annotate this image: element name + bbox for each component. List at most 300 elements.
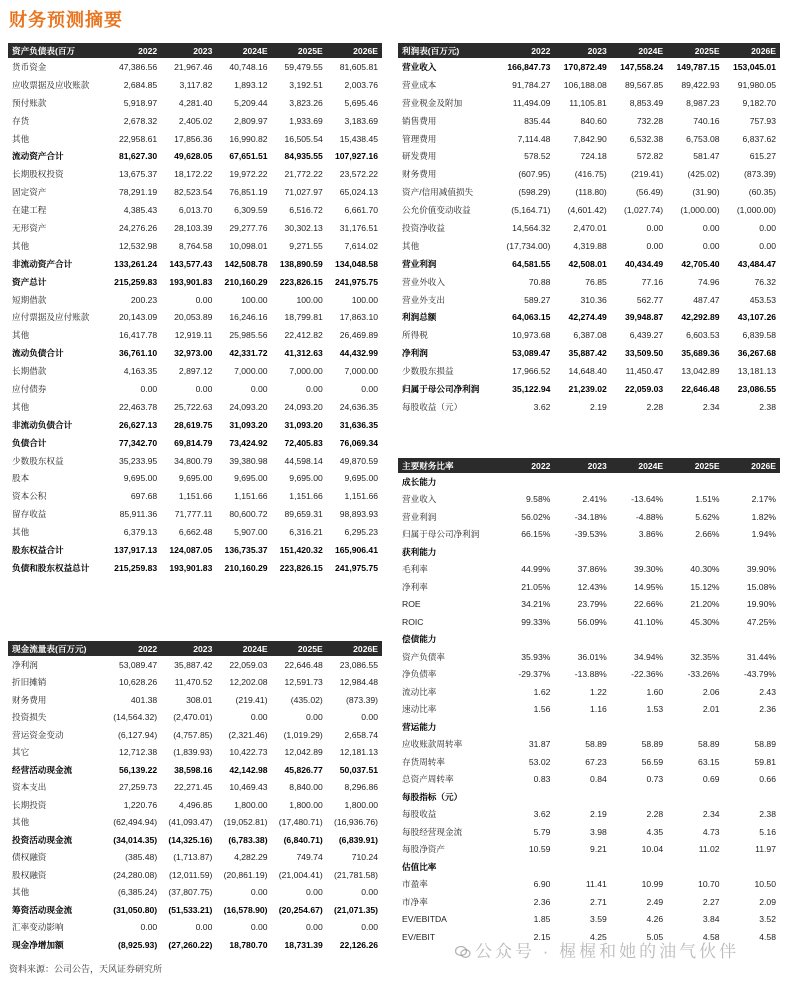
- value-cell: 11,494.09: [512, 97, 551, 108]
- table-row: [8, 691, 382, 709]
- table-row: [398, 491, 780, 509]
- value-cell: 0.00: [195, 922, 213, 933]
- value-cell: 223,826.15: [279, 276, 323, 287]
- value-cell: 572.82: [636, 151, 664, 162]
- year-header-cell: 2022: [106, 43, 161, 58]
- value-cell: 615.27: [749, 151, 776, 162]
- value-cell: 10.50: [754, 879, 776, 890]
- value-cell: 0.00: [759, 222, 776, 233]
- table-row: [398, 561, 780, 579]
- value-cell: (60.35): [748, 187, 776, 198]
- value-cell: 1.94%: [751, 529, 776, 540]
- value-cell: 26,627.13: [118, 419, 158, 430]
- value-cell: 0.00: [306, 922, 323, 933]
- value-cell: (1,019.29): [283, 729, 323, 740]
- table-row: [8, 76, 382, 94]
- value-cell: 23,086.55: [339, 659, 378, 670]
- value-cell: (607.95): [518, 169, 551, 180]
- value-cell: 4,319.88: [573, 240, 607, 251]
- value-cell: 4,496.85: [178, 799, 213, 810]
- value-cell: 17,856.36: [174, 133, 213, 144]
- value-cell: 81,605.81: [339, 61, 378, 72]
- value-cell: 16,246.16: [229, 312, 268, 323]
- table-row: [398, 508, 780, 526]
- value-cell: 26,469.89: [339, 330, 378, 341]
- value-cell: 215,259.83: [114, 562, 158, 573]
- value-cell: 840.60: [580, 115, 607, 126]
- row-label-cell: 营运资金变动: [12, 729, 64, 740]
- value-cell: 10.99: [641, 879, 664, 890]
- value-cell: 2.66%: [695, 529, 720, 540]
- value-cell: -22.36%: [631, 669, 664, 680]
- value-cell: 14,564.32: [512, 222, 551, 233]
- table-row: [8, 559, 382, 577]
- value-cell: (425.02): [687, 169, 720, 180]
- value-cell: 44.99%: [521, 564, 551, 575]
- year-header-cell: 2026E: [327, 641, 382, 656]
- value-cell: 2,003.76: [344, 79, 378, 90]
- value-cell: 4.26: [646, 914, 664, 925]
- income-statement-table: [398, 43, 780, 416]
- year-header-cell: 2024E: [216, 43, 271, 58]
- row-label-cell: 股权融资: [12, 869, 47, 880]
- value-cell: 40.30%: [690, 564, 720, 575]
- value-cell: 11.41: [585, 879, 607, 890]
- row-label-cell: 长期股权投资: [12, 169, 64, 180]
- value-cell: 41.10%: [634, 616, 664, 627]
- value-cell: (51,533.21): [168, 904, 213, 915]
- value-cell: 77,342.70: [118, 437, 158, 448]
- value-cell: (20,861.19): [223, 869, 268, 880]
- value-cell: (56.49): [635, 187, 664, 198]
- value-cell: [724, 631, 780, 649]
- value-cell: 2.27: [702, 896, 720, 907]
- table-row: [8, 94, 382, 112]
- value-cell: 76,069.34: [339, 437, 378, 448]
- value-cell: 6,837.62: [742, 133, 776, 144]
- value-cell: 12,202.08: [229, 677, 268, 688]
- value-cell: 732.28: [636, 115, 664, 126]
- value-cell: 3,192.51: [289, 79, 323, 90]
- value-cell: 2.19: [590, 809, 607, 820]
- value-cell: 0.00: [702, 240, 720, 251]
- value-cell: 9,271.55: [289, 240, 323, 251]
- value-cell: 0.00: [646, 240, 664, 251]
- row-label-cell: 市盈率: [402, 879, 428, 890]
- value-cell: 19,972.22: [229, 169, 268, 180]
- row-label-cell: 汇率变动影响: [12, 922, 64, 933]
- value-cell: (416.75): [574, 169, 607, 180]
- value-cell: 53,089.47: [512, 348, 551, 359]
- table-row: [398, 823, 780, 841]
- table-row: [8, 919, 382, 937]
- row-label-cell: 销售费用: [402, 115, 437, 126]
- value-cell: 49,870.59: [339, 455, 378, 466]
- value-cell: 89,659.31: [284, 509, 323, 520]
- row-label-cell: 应收票据及应收账款: [12, 79, 90, 90]
- value-cell: 10,422.73: [229, 747, 268, 758]
- value-cell: 76.85: [585, 276, 607, 287]
- value-cell: 22,958.61: [118, 133, 158, 144]
- value-cell: 76,851.19: [229, 187, 268, 198]
- value-cell: 22,463.78: [118, 401, 158, 412]
- value-cell: 67,651.51: [229, 151, 268, 162]
- value-cell: 0.00: [250, 887, 268, 898]
- table-row: [8, 308, 382, 326]
- value-cell: 13,675.37: [118, 169, 158, 180]
- table-title-cell: 主要财务比率: [398, 458, 498, 473]
- value-cell: 76.32: [754, 276, 776, 287]
- value-cell: 23,086.55: [737, 383, 776, 394]
- table-row: [398, 308, 780, 326]
- value-cell: 1.53: [646, 704, 664, 715]
- row-label-cell: 资本支出: [12, 782, 47, 793]
- value-cell: 2.34: [702, 401, 720, 412]
- value-cell: 1.51%: [695, 494, 720, 505]
- value-cell: 2,470.01: [573, 222, 607, 233]
- table-row: [398, 165, 780, 183]
- table-row: [398, 613, 780, 631]
- value-cell: [667, 473, 723, 491]
- table-row: [398, 94, 780, 112]
- row-label-cell: 营业税金及附加: [402, 97, 463, 108]
- table-row: [8, 656, 382, 674]
- table-row: [8, 709, 382, 727]
- value-cell: (19,052.81): [223, 817, 268, 828]
- value-cell: 23.79%: [577, 599, 607, 610]
- table-row: [8, 112, 382, 130]
- value-cell: 133,261.24: [114, 258, 158, 269]
- value-cell: 0.00: [361, 383, 378, 394]
- row-label-cell: 投资活动现金流: [12, 834, 73, 845]
- value-cell: 1,151.66: [289, 491, 323, 502]
- year-header-cell: 2026E: [724, 43, 780, 58]
- value-cell: 42,331.72: [229, 348, 268, 359]
- value-cell: 6,309.59: [234, 205, 268, 216]
- row-label-cell: 流动比率: [402, 686, 437, 697]
- table-header-row: [8, 43, 382, 58]
- value-cell: 0.00: [306, 712, 323, 723]
- row-label-cell: 应付债券: [12, 383, 47, 394]
- value-cell: 6,316.21: [289, 527, 323, 538]
- value-cell: 5.62%: [695, 511, 720, 522]
- value-cell: 2.41%: [582, 494, 607, 505]
- value-cell: -33.26%: [687, 669, 720, 680]
- value-cell: (37,807.75): [168, 887, 213, 898]
- value-cell: [554, 543, 610, 561]
- row-label-cell: 财务费用: [12, 694, 47, 705]
- watermark-text: 公众号 · 楃楃和她的油气伙伴: [475, 942, 740, 961]
- value-cell: 12,042.89: [284, 747, 323, 758]
- value-cell: 1.22: [590, 686, 607, 697]
- value-cell: 210,160.29: [224, 562, 268, 573]
- value-cell: 170,872.49: [563, 61, 607, 72]
- year-header-cell: 2024E: [611, 43, 667, 58]
- value-cell: 100.00: [296, 294, 323, 305]
- row-label-cell: EV/EBITDA: [402, 914, 447, 925]
- row-label-cell: 速动比率: [402, 704, 437, 715]
- value-cell: (4,601.42): [567, 205, 607, 216]
- row-label-cell: 营业成本: [402, 79, 437, 90]
- value-cell: 562.77: [636, 294, 664, 305]
- row-label-cell: 营业利润: [402, 258, 437, 269]
- value-cell: 17,966.52: [512, 366, 551, 377]
- row-label-cell: 研发费用: [402, 151, 437, 162]
- value-cell: 241,975.75: [334, 276, 378, 287]
- value-cell: 53.02: [528, 756, 551, 767]
- row-label-cell: 其他: [12, 330, 30, 341]
- value-cell: 1.56: [533, 704, 551, 715]
- value-cell: 0.00: [250, 922, 268, 933]
- table-row: [8, 814, 382, 832]
- value-cell: [554, 631, 610, 649]
- value-cell: 4.58: [702, 931, 720, 942]
- table-row: [398, 596, 780, 614]
- value-cell: 3,823.26: [289, 97, 323, 108]
- value-cell: 56,139.22: [118, 764, 158, 775]
- row-label-cell: 毛利率: [402, 564, 428, 575]
- value-cell: 5,209.44: [234, 97, 268, 108]
- value-cell: 1.16: [590, 704, 607, 715]
- value-cell: 11,450.47: [625, 366, 664, 377]
- value-cell: 99.33%: [521, 616, 551, 627]
- value-cell: 3.98: [590, 826, 607, 837]
- row-label-cell: 市净率: [402, 896, 428, 907]
- table-row: [398, 736, 780, 754]
- value-cell: 0.00: [759, 240, 776, 251]
- value-cell: 1,893.12: [234, 79, 268, 90]
- value-cell: 34,800.79: [174, 455, 213, 466]
- row-label-cell: 资产总计: [12, 276, 47, 287]
- table-row: [8, 201, 382, 219]
- value-cell: 2.17%: [751, 494, 776, 505]
- row-label-cell: 偿债能力: [402, 634, 437, 645]
- value-cell: 53,089.47: [118, 659, 158, 670]
- value-cell: 5.05: [646, 931, 664, 942]
- value-cell: 6,662.48: [178, 527, 213, 538]
- table-row: [398, 219, 780, 237]
- table-row: [8, 674, 382, 692]
- value-cell: 21.05%: [521, 581, 551, 592]
- value-cell: 8,840.00: [289, 782, 323, 793]
- table-row: [8, 541, 382, 559]
- value-cell: 143,577.43: [169, 258, 213, 269]
- row-label-cell: 折旧摊销: [12, 677, 47, 688]
- row-label-cell: 股东权益合计: [12, 544, 64, 555]
- value-cell: [724, 473, 780, 491]
- value-cell: 1,800.00: [289, 799, 323, 810]
- value-cell: [724, 543, 780, 561]
- value-cell: 10,628.26: [118, 677, 158, 688]
- value-cell: 697.68: [130, 491, 158, 502]
- value-cell: [498, 858, 554, 876]
- value-cell: 9,695.00: [178, 473, 213, 484]
- value-cell: 22,271.45: [174, 782, 213, 793]
- row-label-cell: 长期借款: [12, 366, 47, 377]
- row-label-cell: 负债合计: [12, 437, 47, 448]
- value-cell: 2,809.97: [234, 115, 268, 126]
- table-row: [8, 796, 382, 814]
- value-cell: [611, 631, 667, 649]
- value-cell: 44,432.99: [339, 348, 378, 359]
- value-cell: 142,508.78: [224, 258, 268, 269]
- value-cell: 9.58%: [526, 494, 551, 505]
- value-cell: [724, 788, 780, 806]
- value-cell: 3,183.69: [344, 115, 378, 126]
- table-row: [398, 911, 780, 929]
- section-row: [398, 788, 780, 806]
- value-cell: 2,405.02: [178, 115, 213, 126]
- value-cell: (34,014.35): [113, 834, 158, 845]
- value-cell: (31.90): [692, 187, 720, 198]
- section-row: [398, 631, 780, 649]
- row-label-cell: 其它: [12, 747, 30, 758]
- value-cell: 25,722.63: [174, 401, 213, 412]
- value-cell: 12,919.11: [174, 330, 213, 341]
- value-cell: 137,917.13: [114, 544, 158, 555]
- table-row: [398, 876, 780, 894]
- value-cell: 2.36: [533, 896, 551, 907]
- year-header-cell: 2023: [554, 458, 610, 473]
- table-row: [398, 648, 780, 666]
- value-cell: [611, 788, 667, 806]
- row-label-cell: 其他: [402, 240, 420, 251]
- value-cell: -29.37%: [518, 669, 551, 680]
- table-row: [8, 936, 382, 954]
- value-cell: (62,494.94): [113, 817, 158, 828]
- value-cell: (385.48): [125, 852, 158, 863]
- row-label-cell: 获利能力: [402, 546, 437, 557]
- table-row: [8, 344, 382, 362]
- value-cell: 4.73: [702, 826, 720, 837]
- table-row: [8, 487, 382, 505]
- value-cell: 23,572.22: [339, 169, 378, 180]
- value-cell: 0.00: [250, 712, 268, 723]
- value-cell: 6,295.23: [344, 527, 378, 538]
- value-cell: 15,438.45: [339, 133, 378, 144]
- row-label-cell: 营业收入: [402, 494, 437, 505]
- value-cell: 58.89: [754, 739, 776, 750]
- value-cell: 78,291.19: [118, 187, 158, 198]
- value-cell: 15.08%: [746, 581, 776, 592]
- value-cell: 39,948.87: [624, 312, 664, 323]
- table-row: [398, 771, 780, 789]
- year-header-cell: 2025E: [272, 43, 327, 58]
- value-cell: (6,840.71): [283, 834, 323, 845]
- row-label-cell: 投资净收益: [402, 222, 445, 233]
- value-cell: 0.00: [702, 222, 720, 233]
- value-cell: 18,731.39: [284, 939, 323, 950]
- value-cell: 453.53: [749, 294, 776, 305]
- value-cell: 18,799.81: [284, 312, 323, 323]
- value-cell: 70.88: [528, 276, 551, 287]
- row-label-cell: 净利润: [402, 348, 428, 359]
- value-cell: 59,479.55: [284, 61, 323, 72]
- table-row: [398, 841, 780, 859]
- table-row: [398, 701, 780, 719]
- value-cell: 487.47: [693, 294, 720, 305]
- value-cell: 32.35%: [690, 651, 720, 662]
- value-cell: 2,658.74: [344, 729, 378, 740]
- row-label-cell: 非流动资产合计: [12, 258, 73, 269]
- row-label-cell: 每股净资产: [402, 844, 445, 855]
- row-label-cell: 经营活动现金流: [12, 764, 73, 775]
- table-title-cell: 现金流量表(百万元): [8, 641, 106, 656]
- row-label-cell: 其他: [12, 887, 30, 898]
- table-row: [8, 362, 382, 380]
- value-cell: 50,037.51: [339, 764, 378, 775]
- value-cell: 5.16: [759, 826, 776, 837]
- value-cell: 22,646.48: [681, 383, 720, 394]
- value-cell: 166,847.73: [507, 61, 551, 72]
- value-cell: [667, 543, 723, 561]
- table-row: [398, 76, 780, 94]
- value-cell: 1.60: [646, 686, 664, 697]
- value-cell: (17,734.00): [506, 240, 551, 251]
- value-cell: 1,151.66: [234, 491, 268, 502]
- value-cell: (6,127.94): [118, 729, 158, 740]
- value-cell: 2.19: [590, 401, 607, 412]
- value-cell: 42,274.49: [568, 312, 607, 323]
- value-cell: 5,907.00: [234, 527, 268, 538]
- value-cell: 43,107.26: [737, 312, 776, 323]
- value-cell: [498, 718, 554, 736]
- value-cell: (219.41): [631, 169, 664, 180]
- value-cell: (14,325.16): [168, 834, 213, 845]
- value-cell: 134,048.58: [334, 258, 378, 269]
- value-cell: (1,027.74): [623, 205, 664, 216]
- value-cell: 835.44: [524, 115, 551, 126]
- row-label-cell: 应付票据及应付账款: [12, 312, 90, 323]
- value-cell: 5.79: [533, 826, 551, 837]
- row-label-cell: 存货: [12, 115, 30, 126]
- value-cell: -43.79%: [743, 669, 776, 680]
- table-row: [8, 165, 382, 183]
- value-cell: 40,748.16: [229, 61, 268, 72]
- year-header-cell: 2023: [554, 43, 610, 58]
- table-row: [398, 201, 780, 219]
- value-cell: (1,839.93): [173, 747, 213, 758]
- value-cell: 107,927.16: [334, 151, 378, 162]
- table-row: [8, 326, 382, 344]
- value-cell: 8,987.23: [686, 97, 720, 108]
- table-row: [8, 849, 382, 867]
- value-cell: 2.28: [646, 401, 664, 412]
- value-cell: 2.34: [702, 809, 720, 820]
- value-cell: 210,160.29: [224, 276, 268, 287]
- table-row: [398, 526, 780, 544]
- value-cell: 124,087.05: [169, 544, 213, 555]
- value-cell: 9,695.00: [234, 473, 268, 484]
- value-cell: 72,405.83: [284, 437, 323, 448]
- table-row: [8, 761, 382, 779]
- value-cell: 8,853.49: [629, 97, 664, 108]
- year-header-cell: 2025E: [667, 458, 723, 473]
- value-cell: (14,564.32): [113, 712, 158, 723]
- value-cell: (6,783.38): [228, 834, 268, 845]
- row-label-cell: 每股经营现金流: [402, 826, 463, 837]
- value-cell: 1,151.66: [178, 491, 213, 502]
- value-cell: 19.90%: [746, 599, 776, 610]
- value-cell: 30,302.13: [284, 222, 323, 233]
- value-cell: 4,163.35: [123, 366, 158, 377]
- value-cell: 12,984.48: [339, 677, 378, 688]
- value-cell: 45,826.77: [284, 764, 323, 775]
- row-label-cell: 债权融资: [12, 852, 47, 863]
- value-cell: 6,753.08: [686, 133, 720, 144]
- value-cell: [498, 631, 554, 649]
- year-header-cell: 2023: [161, 641, 216, 656]
